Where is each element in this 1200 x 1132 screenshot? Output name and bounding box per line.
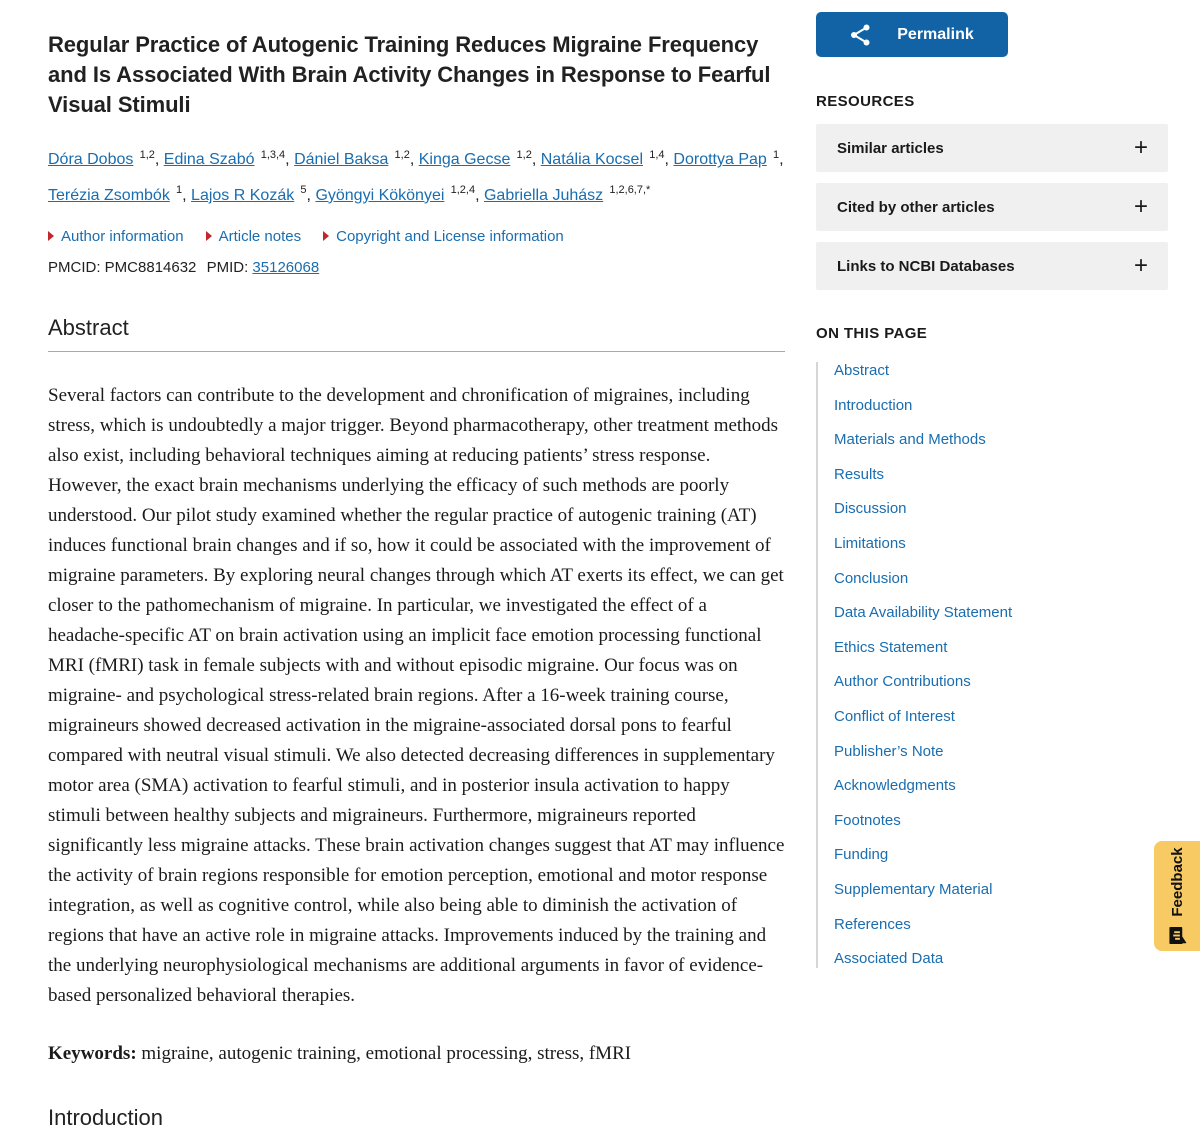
author: Terézia Zsombók $^1$, <box>48 184 192 204</box>
author-affiliation-sup: 1,4 <box>649 149 665 161</box>
meta-link-label[interactable]: Author information <box>61 227 184 245</box>
resource-accordion-row[interactable] <box>816 242 1168 290</box>
red-triangle-icon <box>206 231 212 241</box>
on-this-page-item <box>834 466 1168 484</box>
author: Lajos R Kozák $^5$, <box>191 184 316 204</box>
article-content <box>48 0 785 1132</box>
keywords-label: Keywords: <box>48 1042 137 1064</box>
pmcid-value: PMC8814632 <box>104 258 197 276</box>
share-icon <box>850 23 871 47</box>
on-this-page-item <box>834 673 1168 691</box>
keywords <box>48 1040 785 1068</box>
resource-accordion-row[interactable] <box>816 183 1168 231</box>
author-affiliation-sup: 1,2,6,7,* <box>609 184 651 197</box>
meta-link[interactable] <box>323 228 564 245</box>
on-this-page-link[interactable]: Supplementary Material <box>834 880 993 898</box>
pmid-link[interactable]: 35126068 <box>252 258 320 276</box>
author: Kinga Gecse $^{1,2}$, <box>418 149 541 169</box>
on-this-page-link[interactable]: Limitations <box>834 534 906 552</box>
on-this-page-item <box>834 535 1168 553</box>
feedback-label: Feedback <box>1168 847 1186 917</box>
on-this-page-link[interactable]: Associated Data <box>834 950 944 968</box>
on-this-page-item <box>834 362 1168 380</box>
on-this-page-link[interactable]: Footnotes <box>834 811 901 829</box>
author-affiliation-sup: 1 <box>176 184 183 197</box>
on-this-page-link[interactable]: Discussion <box>834 500 907 518</box>
author: Edina Szabó $^{1,3,4}$, <box>163 149 295 169</box>
author: Dóra Dobos $^{1,2}$, <box>48 149 164 169</box>
on-this-page-link[interactable]: Author Contributions <box>834 673 971 691</box>
on-this-page-item <box>834 570 1168 588</box>
on-this-page-item <box>834 604 1168 622</box>
introduction-heading: Introduction <box>48 1104 163 1130</box>
on-this-page-link[interactable]: Conflict of Interest <box>834 707 955 725</box>
on-this-page-link[interactable]: Publisher’s Note <box>834 742 944 760</box>
on-this-page-item <box>834 500 1168 518</box>
article-title: Regular Practice of Autogenic Training Reduces Migraine Frequency and Is Associated With Brain Activity Changes in Response to Fearful Visual Stimuli <box>48 32 771 117</box>
author: Natália Kocsel $^{1,4}$, <box>540 149 674 169</box>
author-list <box>48 140 785 211</box>
on-this-page-item <box>834 916 1168 934</box>
on-this-page-link[interactable]: Introduction <box>834 396 913 414</box>
abstract-heading: Abstract <box>48 314 785 352</box>
article-meta-links <box>48 228 785 245</box>
pmcid: PMCID: PMC8814632 <box>48 258 197 276</box>
author: Gyöngyi Kökönyei $^{1,2,4}$, <box>315 184 484 204</box>
on-this-page-link[interactable]: Data Availability Statement <box>834 604 1013 622</box>
permalink-label: Permalink <box>897 25 974 43</box>
red-triangle-icon <box>323 231 329 241</box>
plus-icon[interactable]: + <box>1133 252 1148 279</box>
meta-link[interactable] <box>48 228 184 245</box>
on-this-page-item <box>834 431 1168 449</box>
author: Dániel Baksa $^{1,2}$, <box>294 149 419 169</box>
on-this-page-link[interactable]: Abstract <box>834 362 890 379</box>
author-link[interactable]: Dóra Dobos <box>48 151 134 169</box>
resource-label: Links to NCBI Databases <box>837 257 1015 275</box>
author-link[interactable]: Lajos R Kozák <box>191 186 295 204</box>
meta-link-label[interactable]: Article notes <box>218 227 302 245</box>
author-link[interactable]: Gyöngyi Kökönyei <box>315 186 445 204</box>
author-link[interactable]: Dániel Baksa <box>294 151 389 169</box>
author-link[interactable]: Gabriella Juhász <box>483 186 604 204</box>
red-triangle-icon <box>48 231 54 241</box>
on-this-page-nav <box>816 362 1168 968</box>
resources-heading: RESOURCES <box>816 93 915 110</box>
on-this-page-item <box>834 777 1168 795</box>
author-affiliation-sup: 1,2,4 <box>450 184 476 197</box>
on-this-page-link[interactable]: Results <box>834 465 885 483</box>
author-link[interactable]: Natália Kocsel <box>540 151 644 169</box>
on-this-page-link[interactable]: Funding <box>834 846 889 864</box>
resource-label: Similar articles <box>837 139 944 157</box>
author-affiliation-sup: 5 <box>300 184 307 197</box>
article-ids <box>48 259 785 276</box>
meta-link-label[interactable]: Copyright and License information <box>336 227 564 245</box>
permalink-button[interactable] <box>816 12 1008 57</box>
pmid: PMID: 35126068 <box>206 258 320 276</box>
on-this-page-link[interactable]: Conclusion <box>834 569 909 587</box>
on-this-page-item <box>834 812 1168 830</box>
author-affiliation-sup: 1,2 <box>394 149 410 161</box>
resources-list <box>816 124 1168 290</box>
on-this-page-item <box>834 846 1168 864</box>
feedback-button[interactable] <box>1154 841 1200 951</box>
resource-label: Cited by other articles <box>837 198 995 216</box>
on-this-page-link[interactable]: References <box>834 915 911 933</box>
author <box>483 184 651 204</box>
on-this-page-item <box>834 881 1168 899</box>
abstract-text: Several factors can contribute to the development and chronification of migraines, including stress, which is undoubtedly a major trigger. Beyond pharmacotherapy, other treatment methods also exist, including behavioral techniques aiming at reducing patients’ stress response. However, the exact brain mechanisms underlying the efficacy of such methods are poorly understood. Our pilot study examined whether the regular practice of autogenic training (AT) induces functional brain changes and if so, how it could be associated with the improvement of migraine parameters. By exploring neural changes through which AT exerts its effect, we can get closer to the pathomechanism of migraine. In particular, we investigated the effect of a headache-specific AT on brain activation using an implicit face emotion processing functional MRI (fMRI) task in female subjects with and without episodic migraine. Our focus was on migraine- and psychological stress-related brain regions. After a 16-week training course, migraineurs showed decreased activation in the migraine-associated dorsal pons to fearful compared with neutral visual stimuli. We also detected decreasing differences in supplementary motor area (SMA) activation to fearful stimuli, and in posterior insula activation to happy stimuli between healthy subjects and migraineurs. Furthermore, migraineurs reported significantly less migraine attacks. These brain activation changes suggest that AT may influence the activity of brain regions responsible for emotion perception, emotional and motor response integration, as well as cognitive control, while also being able to diminish the activation of regions that have an active role in migraine attacks. Improvements induced by the training and the underlying neurophysiological mechanisms are additional arguments in favor of evidence-based personalized behavioral therapies. <box>48 384 785 1006</box>
on-this-page-item <box>834 397 1168 415</box>
on-this-page-link[interactable]: Ethics Statement <box>834 638 948 656</box>
on-this-page-item <box>834 950 1168 968</box>
keywords-text: migraine, autogenic training, emotional processing, stress, fMRI <box>141 1042 632 1064</box>
on-this-page-link[interactable]: Acknowledgments <box>834 777 956 795</box>
on-this-page-heading: ON THIS PAGE <box>816 325 928 342</box>
sidebar <box>816 0 1168 985</box>
author-link[interactable]: Terézia Zsombók <box>48 186 170 204</box>
feedback-icon <box>1168 926 1187 945</box>
author-link[interactable]: Dorottya Pap <box>673 151 767 169</box>
plus-icon[interactable]: + <box>1133 134 1148 161</box>
author-affiliation-sup: 1,3,4 <box>260 149 286 161</box>
on-this-page-item <box>834 639 1168 657</box>
on-this-page-link[interactable]: Materials and Methods <box>834 431 986 449</box>
author-link[interactable]: Edina Szabó <box>163 151 255 169</box>
author: Dorottya Pap $^1$, <box>673 149 784 169</box>
plus-icon[interactable]: + <box>1133 193 1148 220</box>
on-this-page-item <box>834 708 1168 726</box>
author-link[interactable]: Kinga Gecse <box>418 151 511 169</box>
author-affiliation-sup: 1 <box>773 149 780 161</box>
resource-accordion-row[interactable] <box>816 124 1168 172</box>
meta-link[interactable] <box>206 228 302 245</box>
on-this-page-item <box>834 743 1168 761</box>
author-affiliation-sup: 1,2 <box>139 149 155 161</box>
author-affiliation-sup: 1,2 <box>516 149 532 161</box>
on-this-page-list <box>834 362 1168 968</box>
